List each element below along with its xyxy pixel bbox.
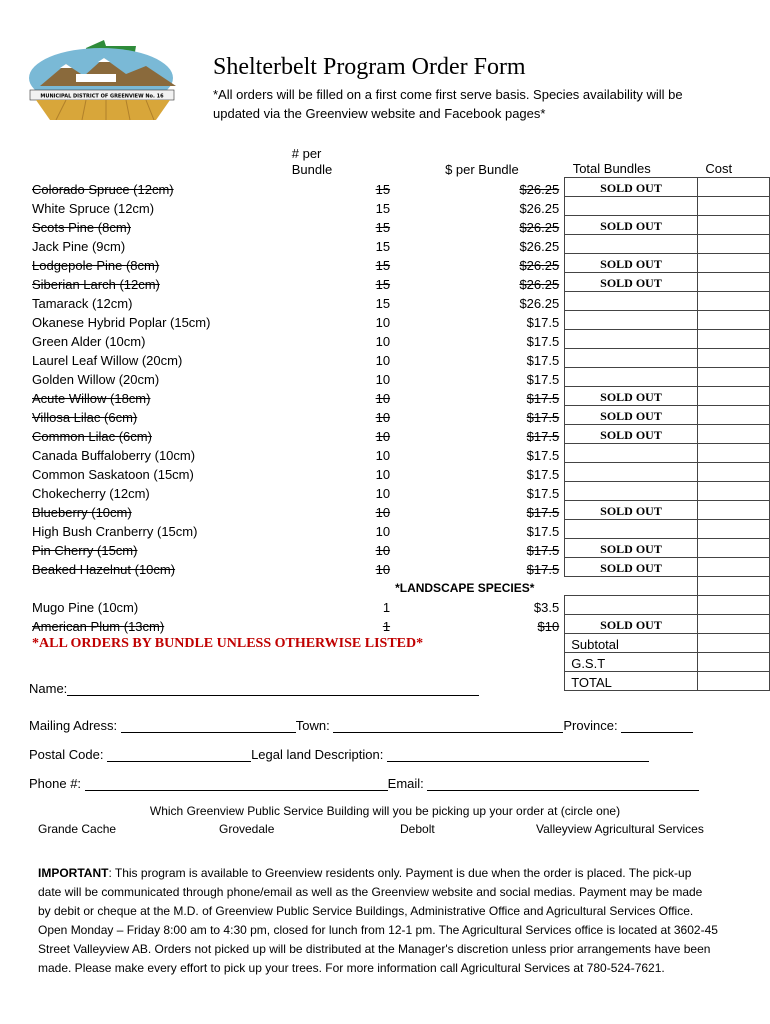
species-per-bundle: 10 <box>375 523 391 539</box>
bundle-note: *ALL ORDERS BY BUNDLE UNLESS OTHERWISE LISTED* <box>32 635 424 651</box>
species-per-bundle: 10 <box>375 466 391 482</box>
species-row <box>29 520 770 539</box>
species-price: $17.5 <box>526 390 560 406</box>
logo-caption: MUNICIPAL DISTRICT OF GREENVIEW No. 16 <box>40 93 164 100</box>
header-total-bundles: Total Bundles <box>572 161 651 176</box>
species-price: $17.5 <box>526 314 560 330</box>
species-per-bundle: 10 <box>375 447 391 463</box>
species-row <box>29 539 770 558</box>
address-row <box>29 718 693 733</box>
species-per-bundle: 10 <box>375 314 391 330</box>
total-bundles-cell[interactable] <box>565 368 698 387</box>
landscape-heading-row <box>29 577 770 596</box>
species-price: $17.5 <box>526 466 560 482</box>
phone-label: Phone #: <box>29 776 82 791</box>
cost-cell[interactable] <box>697 349 769 368</box>
species-per-bundle: 15 <box>375 276 391 292</box>
cost-cell[interactable] <box>697 558 769 577</box>
species-per-bundle: 10 <box>375 390 391 406</box>
location-debolt[interactable]: Debolt <box>400 822 435 836</box>
species-name: Common Lilac (6cm) <box>32 428 152 444</box>
species-per-bundle: 15 <box>375 219 391 235</box>
species-price: $17.5 <box>526 333 560 349</box>
species-row <box>29 615 770 634</box>
species-row <box>29 482 770 501</box>
cost-cell[interactable] <box>697 235 769 254</box>
sold-out-badge: SOLD OUT <box>565 501 698 520</box>
species-price: $17.5 <box>526 409 560 425</box>
total-bundles-cell[interactable] <box>565 235 698 254</box>
species-row <box>29 406 770 425</box>
sold-out-badge: SOLD OUT <box>565 615 698 634</box>
species-price: $26.25 <box>519 238 560 254</box>
important-label: IMPORTANT <box>38 866 109 880</box>
cost-cell[interactable] <box>697 330 769 349</box>
species-name: Mugo Pine (10cm) <box>32 599 139 615</box>
species-name: Acute Willow (18cm) <box>32 390 151 406</box>
cost-cell[interactable] <box>697 520 769 539</box>
species-row <box>29 444 770 463</box>
species-price: $17.5 <box>526 371 560 387</box>
species-per-bundle: 10 <box>375 561 391 577</box>
availability-note: *All orders will be filled on a first come first serve basis. Species availability will be updated via the Greenview website and Facebook pages* <box>213 87 683 121</box>
total-bundles-cell[interactable] <box>565 596 698 615</box>
table-header <box>29 141 770 178</box>
sold-out-badge: SOLD OUT <box>565 387 698 406</box>
cost-cell[interactable] <box>697 178 769 197</box>
gst-label: G.S.T <box>565 653 698 672</box>
species-price: $17.5 <box>526 504 560 520</box>
mailing-line[interactable] <box>121 718 296 733</box>
species-name: Siberian Larch (12cm) <box>32 276 160 292</box>
sold-out-badge: SOLD OUT <box>565 406 698 425</box>
subtotal-label: Subtotal <box>565 634 698 653</box>
species-row <box>29 216 770 235</box>
order-table <box>29 141 770 691</box>
sold-out-badge: SOLD OUT <box>565 558 698 577</box>
postal-row <box>29 747 649 762</box>
cost-cell[interactable] <box>697 311 769 330</box>
species-price: $17.5 <box>526 485 560 501</box>
species-row <box>29 368 770 387</box>
total-bundles-cell[interactable] <box>565 349 698 368</box>
species-name: Common Saskatoon (15cm) <box>32 466 194 482</box>
species-per-bundle: 1 <box>382 618 391 634</box>
total-bundles-cell[interactable] <box>565 463 698 482</box>
cost-cell[interactable] <box>697 596 769 615</box>
town-label: Town: <box>295 718 330 733</box>
species-name: Pin Cherry (15cm) <box>32 542 138 558</box>
species-name: Blueberry (10cm) <box>32 504 132 520</box>
email-line[interactable] <box>427 776 699 791</box>
species-per-bundle: 10 <box>375 371 391 387</box>
species-per-bundle: 15 <box>375 200 391 216</box>
cost-cell[interactable] <box>697 482 769 501</box>
cost-cell[interactable] <box>697 463 769 482</box>
greenview-logo <box>26 40 186 120</box>
species-price: $17.5 <box>526 561 560 577</box>
species-per-bundle: 15 <box>375 181 391 197</box>
header-cost: Cost <box>705 161 733 176</box>
header-price: $ per Bundle <box>445 161 519 177</box>
page-title: Shelterbelt Program Order Form <box>213 54 526 80</box>
species-per-bundle: 10 <box>375 504 391 520</box>
species-per-bundle: 15 <box>375 238 391 254</box>
province-label: Province: <box>563 718 618 733</box>
species-per-bundle: 15 <box>375 257 391 273</box>
total-value[interactable] <box>697 672 769 691</box>
gst-value[interactable] <box>697 653 769 672</box>
subtotal-row <box>29 634 770 653</box>
postal-label: Postal Code: <box>29 747 104 762</box>
name-label: Name: <box>29 681 68 696</box>
species-row <box>29 235 770 254</box>
sold-out-badge: SOLD OUT <box>565 216 698 235</box>
postal-line[interactable] <box>107 747 251 762</box>
species-name: Chokecherry (12cm) <box>32 485 150 501</box>
total-bundles-cell[interactable] <box>565 197 698 216</box>
sold-out-badge: SOLD OUT <box>565 273 698 292</box>
species-row <box>29 463 770 482</box>
cost-cell[interactable] <box>697 425 769 444</box>
legal-label: Legal land Description: <box>251 747 384 762</box>
phone-row <box>29 776 699 791</box>
total-bundles-cell[interactable] <box>565 330 698 349</box>
species-row <box>29 178 770 197</box>
species-per-bundle: 10 <box>375 485 391 501</box>
cost-cell[interactable] <box>697 387 769 406</box>
landscape-heading: *LANDSCAPE SPECIES* <box>395 581 535 595</box>
species-name: Lodgepole Pine (8cm) <box>32 257 160 273</box>
important-text: : This program is available to Greenview residents only. Payment is due when the order is placed. The pick-up date will be communicated through phone/email as well as the Greenview website and social medias. Payment may be made by debit or cheque at the M.D. of Greenview Public Service Buildings, Administrative Office and Agricultural Services Office. Open Monday – Friday 8:00 am to 4:30 pm, closed for lunch from 12-1 pm. The Agricultural Services office is located at 3602-45 Street Valleyview AB. Orders not picked up will be distributed at the Manager's discretion unless prior arrangements have been made. Please make every effort to pick up your trees. For more information call Agricultural Services at 780-524-7621. <box>38 866 718 975</box>
mailing-label: Mailing Adress: <box>29 718 118 733</box>
species-name: Laurel Leaf Willow (20cm) <box>32 352 183 368</box>
location-grande-cache[interactable]: Grande Cache <box>38 822 117 836</box>
species-name: High Bush Cranberry (15cm) <box>32 523 198 539</box>
species-name: Colorado Spruce (12cm) <box>32 181 174 197</box>
species-per-bundle: 10 <box>375 409 391 425</box>
name-line[interactable] <box>67 681 479 696</box>
species-per-bundle: 10 <box>375 542 391 558</box>
cost-cell[interactable] <box>697 501 769 520</box>
location-valleyview[interactable]: Valleyview Agricultural Services <box>536 822 704 836</box>
sold-out-badge: SOLD OUT <box>565 254 698 273</box>
species-name: Villosa Lilac (6cm) <box>32 409 138 425</box>
legal-line[interactable] <box>387 747 649 762</box>
species-per-bundle: 10 <box>375 333 391 349</box>
species-row <box>29 558 770 577</box>
species-row <box>29 387 770 406</box>
species-price: $17.5 <box>526 428 560 444</box>
cost-cell[interactable] <box>697 273 769 292</box>
subtotal-value[interactable] <box>697 634 769 653</box>
species-row <box>29 349 770 368</box>
species-row <box>29 254 770 273</box>
location-grovedale[interactable]: Grovedale <box>219 822 275 836</box>
total-bundles-cell[interactable] <box>565 292 698 311</box>
species-price: $26.25 <box>519 257 560 273</box>
species-price: $26.25 <box>519 200 560 216</box>
town-line[interactable] <box>333 718 563 733</box>
cost-cell[interactable] <box>697 406 769 425</box>
cost-cell[interactable] <box>697 216 769 235</box>
species-row <box>29 197 770 216</box>
species-per-bundle: 10 <box>375 352 391 368</box>
cost-cell[interactable] <box>697 539 769 558</box>
species-price: $17.5 <box>526 447 560 463</box>
species-name: Jack Pine (9cm) <box>32 238 126 254</box>
cost-cell[interactable] <box>697 254 769 273</box>
species-row <box>29 292 770 311</box>
cost-cell[interactable] <box>697 615 769 634</box>
species-price: $3.5 <box>533 599 560 615</box>
total-bundles-cell[interactable] <box>565 444 698 463</box>
cost-cell[interactable] <box>697 197 769 216</box>
email-label: Email: <box>387 776 424 791</box>
total-bundles-cell[interactable] <box>565 482 698 501</box>
spacer <box>217 577 395 596</box>
header-per-bundle: # per Bundle <box>291 145 333 177</box>
total-bundles-cell[interactable] <box>565 311 698 330</box>
province-line[interactable] <box>621 718 693 733</box>
species-name: Tamarack (12cm) <box>32 295 133 311</box>
pickup-question: Which Greenview Public Service Building will you be picking up your order at (circle one) <box>149 804 621 818</box>
cost-cell[interactable] <box>697 292 769 311</box>
species-price: $17.5 <box>526 542 560 558</box>
sold-out-badge: SOLD OUT <box>565 178 698 197</box>
species-name: Golden Willow (20cm) <box>32 371 160 387</box>
cost-cell[interactable] <box>697 444 769 463</box>
species-name: Scots Pine (8cm) <box>32 219 131 235</box>
important-notice <box>38 864 718 978</box>
spacer <box>29 577 217 596</box>
species-row <box>29 273 770 292</box>
cost-cell[interactable] <box>697 577 769 596</box>
sold-out-badge: SOLD OUT <box>565 539 698 558</box>
species-name: Okanese Hybrid Poplar (15cm) <box>32 314 211 330</box>
species-per-bundle: 15 <box>375 295 391 311</box>
species-price: $17.5 <box>526 523 560 539</box>
total-bundles-cell[interactable] <box>565 520 698 539</box>
sold-out-badge: SOLD OUT <box>565 425 698 444</box>
species-name: Green Alder (10cm) <box>32 333 146 349</box>
phone-line[interactable] <box>85 776 388 791</box>
total-label: TOTAL <box>565 672 698 691</box>
species-price: $17.5 <box>526 352 560 368</box>
species-name: White Spruce (12cm) <box>32 200 155 216</box>
species-name: Canada Buffaloberry (10cm) <box>32 447 196 463</box>
species-price: $26.25 <box>519 219 560 235</box>
species-row <box>29 596 770 615</box>
species-row <box>29 330 770 349</box>
species-row <box>29 501 770 520</box>
species-name: Beaked Hazelnut (10cm) <box>32 561 176 577</box>
species-per-bundle: 1 <box>382 599 391 615</box>
species-name: American Plum (13cm) <box>32 618 165 634</box>
species-row <box>29 425 770 444</box>
species-per-bundle: 10 <box>375 428 391 444</box>
cost-cell[interactable] <box>697 368 769 387</box>
species-price: $26.25 <box>519 295 560 311</box>
species-price: $10 <box>537 618 560 634</box>
species-price: $26.25 <box>519 181 560 197</box>
name-field[interactable] <box>29 681 479 696</box>
species-row <box>29 311 770 330</box>
species-price: $26.25 <box>519 276 560 292</box>
